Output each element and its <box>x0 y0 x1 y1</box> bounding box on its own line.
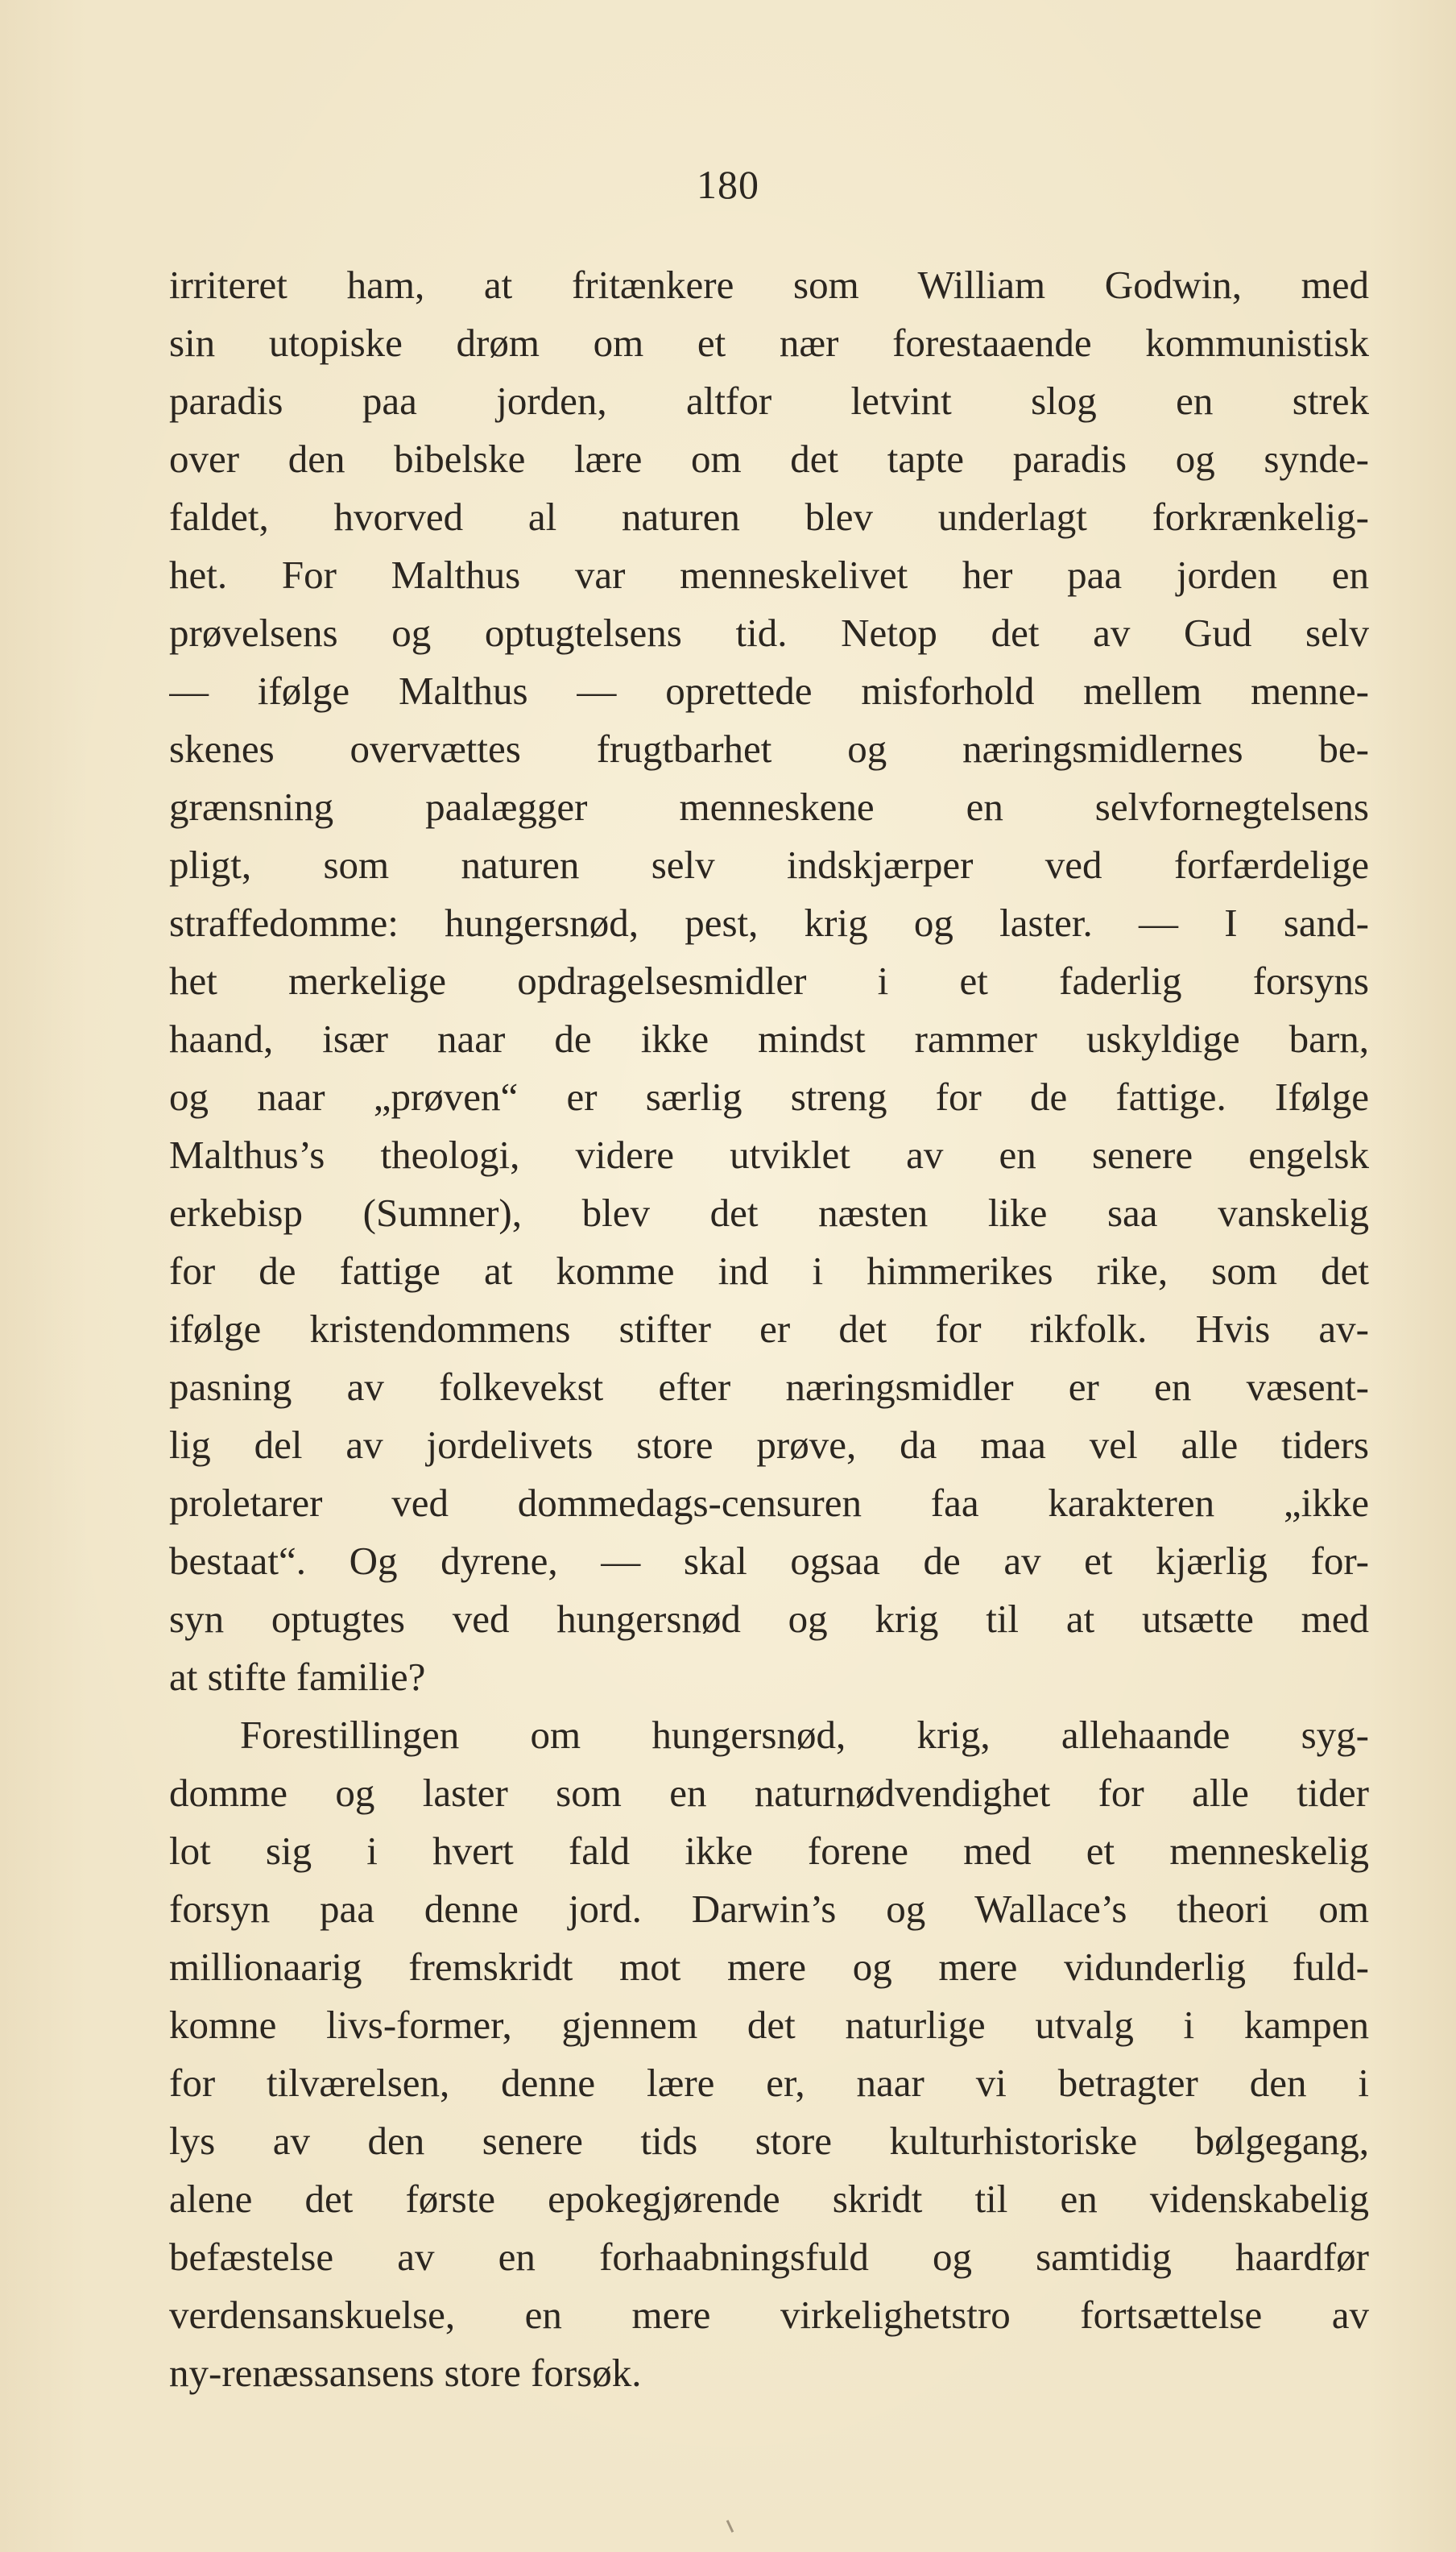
text-line: forsyn paa denne jord. Darwin’s og Wallace’s theori om <box>169 1887 1369 1931</box>
text-line: for tilværelsen, denne lære er, naar vi betragter den i <box>169 2061 1369 2105</box>
text-line: paradis paa jorden, altfor letvint slog en strek <box>169 379 1369 423</box>
text-line: verdensanskuelse, en mere virkelighetstro fortsættelse av <box>169 2293 1369 2337</box>
text-line: millionaarig fremskridt mot mere og mere vidunderlig fuld- <box>169 1945 1369 1989</box>
text-line: proletarer ved dommedags-censuren faa karakteren „ikke <box>169 1481 1369 1525</box>
text-line: lig del av jordelivets store prøve, da maa vel alle tiders <box>169 1423 1369 1467</box>
text-line: befæstelse av en forhaabningsfuld og samtidig haardfør <box>169 2235 1369 2279</box>
body-text <box>169 256 1369 2402</box>
text-line: grænsning paalægger menneskene en selvfornegtelsens <box>169 785 1369 829</box>
text-line: over den bibelske lære om det tapte paradis og synde- <box>169 437 1369 481</box>
text-line: pasning av folkevekst efter næringsmidler er en væsent- <box>169 1365 1369 1409</box>
text-line: syn optugtes ved hungersnød og krig til at utsætte med <box>169 1597 1369 1641</box>
text-line: pligt, som naturen selv indskjærper ved forfærdelige <box>169 843 1369 887</box>
text-line: alene det første epokegjørende skridt til en videnskabelig <box>169 2177 1369 2221</box>
paragraph-start-line: Forestillingen om hungersnød, krig, allehaande syg- <box>240 1713 1369 1757</box>
page-number: 180 <box>697 162 759 207</box>
text-line: faldet, hvorved al naturen blev underlagt forkrænkelig- <box>169 495 1369 539</box>
text-line: het merkelige opdragelsesmidler i et faderlig forsyns <box>169 959 1369 1003</box>
text-line: het. For Malthus var menneskelivet her paa jorden en <box>169 553 1369 597</box>
paragraph-end-line: at stifte familie? <box>169 1655 426 1699</box>
text-line: skenes overvættes frugtbarhet og næringsmidlernes be- <box>169 727 1369 771</box>
text-line: ifølge kristendommens stifter er det for rikfolk. Hvis av- <box>169 1307 1369 1351</box>
text-line: sin utopiske drøm om et nær forestaaende kommunistisk <box>169 321 1369 365</box>
text-line: straffedomme: hungersnød, pest, krig og laster. — I sand- <box>169 901 1369 945</box>
text-line: erkebisp (Sumner), blev det næsten like saa vanskelig <box>169 1191 1369 1235</box>
text-line: domme og laster som en naturnødvendighet for alle tider <box>169 1771 1369 1815</box>
text-line: lys av den senere tids store kulturhistoriske bølgegang, <box>169 2119 1369 2163</box>
text-line: irriteret ham, at fritænkere som William Godwin, med <box>169 263 1369 307</box>
text-line: haand, især naar de ikke mindst rammer uskyldige barn, <box>169 1017 1369 1061</box>
paragraph-end-line: ny-renæssansens store forsøk. <box>169 2351 642 2395</box>
text-line: og naar „prøven“ er særlig streng for de fattige. Ifølge <box>169 1075 1369 1119</box>
text-line: — ifølge Malthus — oprettede misforhold mellem menne- <box>169 669 1369 713</box>
text-line: lot sig i hvert fald ikke forene med et menneskelig <box>169 1829 1369 1873</box>
text-line: prøvelsens og optugtelsens tid. Netop det av Gud selv <box>169 611 1369 655</box>
text-line: komne livs-former, gjennem det naturlige utvalg i kampen <box>169 2003 1369 2047</box>
text-line: for de fattige at komme ind i himmerikes rike, som det <box>169 1249 1369 1293</box>
print-mark <box>726 2520 734 2533</box>
text-line: Malthus’s theologi, videre utviklet av en senere engelsk <box>169 1133 1369 1177</box>
text-line: bestaat“. Og dyrene, — skal ogsaa de av et kjærlig for- <box>169 1539 1369 1583</box>
